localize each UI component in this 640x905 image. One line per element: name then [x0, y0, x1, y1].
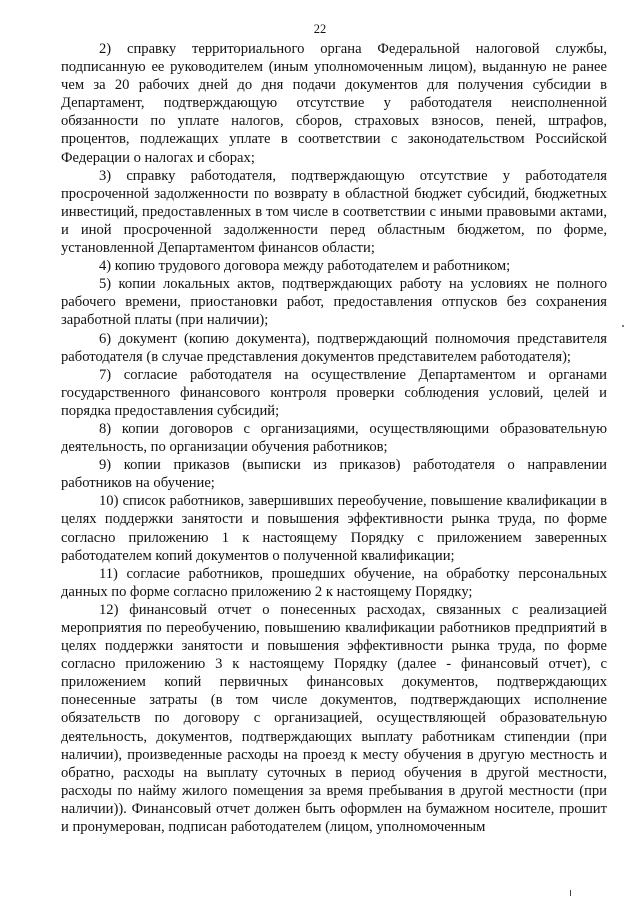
list-item-5: 5) копии локальных актов, подтверждающих работу на условиях не полного рабочего времени, приостановки работ, предоставления отпусков без сохранения заработной платы (при наличии);: [61, 276, 607, 329]
page-number: 22: [313, 22, 327, 36]
list-item-6: 6) документ (копию документа), подтверждающий полномочия представителя работодателя (в случае представления документов представителем работодателя);: [61, 330, 607, 365]
scan-speck: [622, 325, 624, 327]
list-item-8: 8) копии договоров с организациями, осуществляющими образовательную деятельность, по организации обучения работников;: [61, 420, 607, 456]
list-item-10: 10) список работников, завершивших переобучение, повышение квалификации в целях поддержки занятости и повышения эффективности рынка труда, по форме согласно приложению 1 к настоящему Порядку с приложением заверенных работодателем копий документов о полученной квалификации;: [61, 493, 607, 564]
list-item-2: 2) справку территориального органа Федеральной налоговой службы, подписанную ее руководителем (иным уполномоченным лицом), выданную не ранее чем за 20 рабочих дней до дня подачи документов для получения субсидии в Департамент, подтверждающую отсутствие у работодателя неисполненной обязанности по уплате налогов, сборов, страховых взносов, пеней, штрафов, процентов, подлежащих уплате в соответствии с законодательством Российской Федерации о налогах и сборах;: [61, 41, 607, 166]
list-item-4: 4) копию трудового договора между работодателем и работником;: [99, 258, 511, 275]
document-body: [61, 40, 607, 836]
scan-tick-mark: [570, 890, 571, 896]
list-item-9: 9) копии приказов (выписки из приказов) работодателя о направлении работников на обучение;: [61, 457, 607, 492]
list-item-12: 12) финансовый отчет о понесенных расходах, связанных с реализацией мероприятия по переобучению, повышению квалификации работников предприятий в целях поддержки занятости и повышения эффективности рынка труда, по форме согласно приложению 3 к настоящему Порядку (далее - финансовый отчет), с приложением копий первичных финансовых документов, подтверждающих понесенные затраты (в том числе документов, подтверждающих исполнение обязательств по договору с организацией, осуществляющей образовательную деятельность, документов, подтверждающих выплату работникам стипендии (при наличии), произведенные расходы на проезд к месту обучения в другую местность и обратно, расходы на выплату суточных в период обучения в другой местности, расходы по найму жилого помещения за время пребывания в другой местности (при наличии)). Финансовый отчет должен быть оформлен на бумажном носителе, прошит и пронумерован, подписан работодателем (лицом, уполномоченным: [61, 601, 607, 836]
list-item-7: 7) согласие работодателя на осуществление Департаментом и органами государственного финансового контроля проверки соблюдения условий, целей и порядка предоставления субсидий;: [61, 366, 607, 419]
list-item-11: 11) согласие работников, прошедших обучение, на обработку персональных данных по форме согласно приложению 2 к настоящему Порядку;: [61, 565, 607, 600]
list-item-3: 3) справку работодателя, подтверждающую отсутствие у работодателя просроченной задолженности по возврату в областной бюджет субсидий, бюджетных инвестиций, предоставленных в том числе в соответствии с иными правовыми актами, и иной просроченной задолженности перед областным бюджетом, по форме, установленной Департаментом финансов области;: [61, 167, 607, 257]
